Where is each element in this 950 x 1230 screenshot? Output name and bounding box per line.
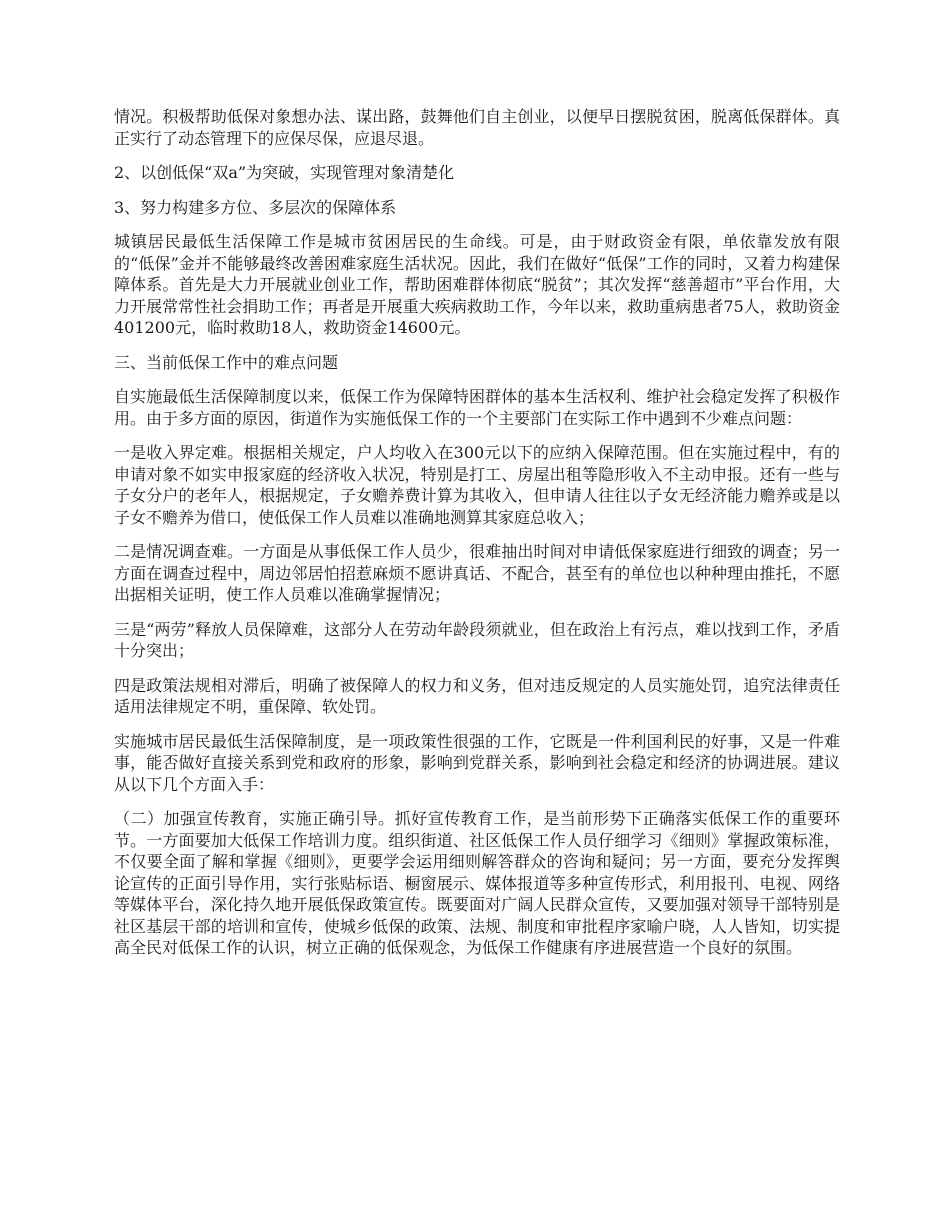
- document-page: [114, 106, 840, 972]
- paragraph-difficulty-investigation: 二是情况调查难。一方面是从事低保工作人员少，很难抽出时间对申请低保家庭进行细致的调查；另一方面在调查过程中，周边邻居怕招惹麻烦不愿讲真话、不配合，甚至有的单位也以种种理由推托，不愿出据相关证明，使工作人员难以准确掌握情况；: [114, 542, 840, 604]
- paragraph-difficulty-released-persons: 三是“两劳”释放人员保障难，这部分人在劳动年龄段须就业，但在政治上有污点，难以找到工作，矛盾十分突出；: [114, 619, 840, 660]
- paragraph-suggestions-intro: 实施城市居民最低生活保障制度，是一项政策性很强的工作，它既是一件利国利民的好事，又是一件难事，能否做好直接关系到党和政府的形象，影响到党群关系，影响到社会稳定和经济的协调进展。建议从以下几个方面入手：: [114, 731, 840, 794]
- paragraph-security-system: 城镇居民最低生活保障工作是城市贫困居民的生命线。可是，由于财政资金有限，单依靠发放有限的“低保”金并不能够最终改善困难家庭生活状况。因此，我们在做好“低保”工作的同时，又着力构建保障体系。首先是大力开展就业创业工作，帮助困难群体彻底“脱贫”；其次发挥“慈善超市”平台作用，大力开展常常性社会捐助工作；再者是开展重大疾病救助工作，今年以来，救助重病患者75人，救助资金401200元，临时救助18人，救助资金14600元。: [114, 232, 840, 337]
- paragraph-difficulties-intro: 自实施最低生活保障制度以来，低保工作为保障特困群体的基本生活权利、维护社会稳定发挥了积极作用。由于多方面的原因，街道作为实施低保工作的一个主要部门在实际工作中遇到不少难点问题：: [114, 387, 840, 428]
- paragraph-item-3-heading: 3、努力构建多方位、多层次的保障体系: [114, 197, 397, 217]
- paragraph-difficulty-income: 一是收入界定难。根据相关规定，户人均收入在300元以下的应纳入保障范围。但在实施过程中，有的申请对象不如实申报家庭的经济收入状况，特别是打工、房屋出租等隐形收入不主动申报。还有一些与子女分户的老年人，根据规定，子女赡养费计算为其收入，但申请人往往以子女无经济能力赡养或是以子女不赡养为借口，使低保工作人员难以准确地测算其家庭总收入；: [114, 443, 840, 527]
- paragraph-publicity-education: （二）加强宣传教育，实施正确引导。抓好宣传教育工作，是当前形势下正确落实低保工作的重要环节。一方面要加大低保工作培训力度。组织街道、社区低保工作人员仔细学习《细则》掌握政策标准，不仅要全面了解和掌握《细则》，更要学会运用细则解答群众的咨询和疑问；另一方面，要充分发挥舆论宣传的正面引导作用，实行张贴标语、橱窗展示、媒体报道等多种宣传形式，利用报刊、电视、网络等媒体平台，深化持久地开展低保政策宣传。既要面对广阔人民群众宣传，又要加强对领导干部特别是社区基层干部的培训和宣传，使城乡低保的政策、法规、制度和审批程序家喻户晓，人人皆知，切实提高全民对低保工作的认识，树立正确的低保观念，为低保工作健康有序进展营造一个良好的氛围。: [114, 809, 840, 957]
- paragraph-item-2-heading: 2、以创低保“双a”为突破，实现管理对象清楚化: [114, 163, 455, 182]
- section-heading-difficulties: 三、当前低保工作中的难点问题: [114, 352, 339, 372]
- paragraph-intro-continued: 情况。积极帮助低保对象想办法、谋出路，鼓舞他们自主创业，以便早日摆脱贫困，脱离低保群体。真正实行了动态管理下的应保尽保，应退尽退。: [114, 107, 840, 148]
- paragraph-difficulty-policy: 四是政策法规相对滞后，明确了被保障人的权力和义务，但对违反规定的人员实施处罚，追究法律责任适用法律规定不明，重保障、软处罚。: [114, 675, 840, 716]
